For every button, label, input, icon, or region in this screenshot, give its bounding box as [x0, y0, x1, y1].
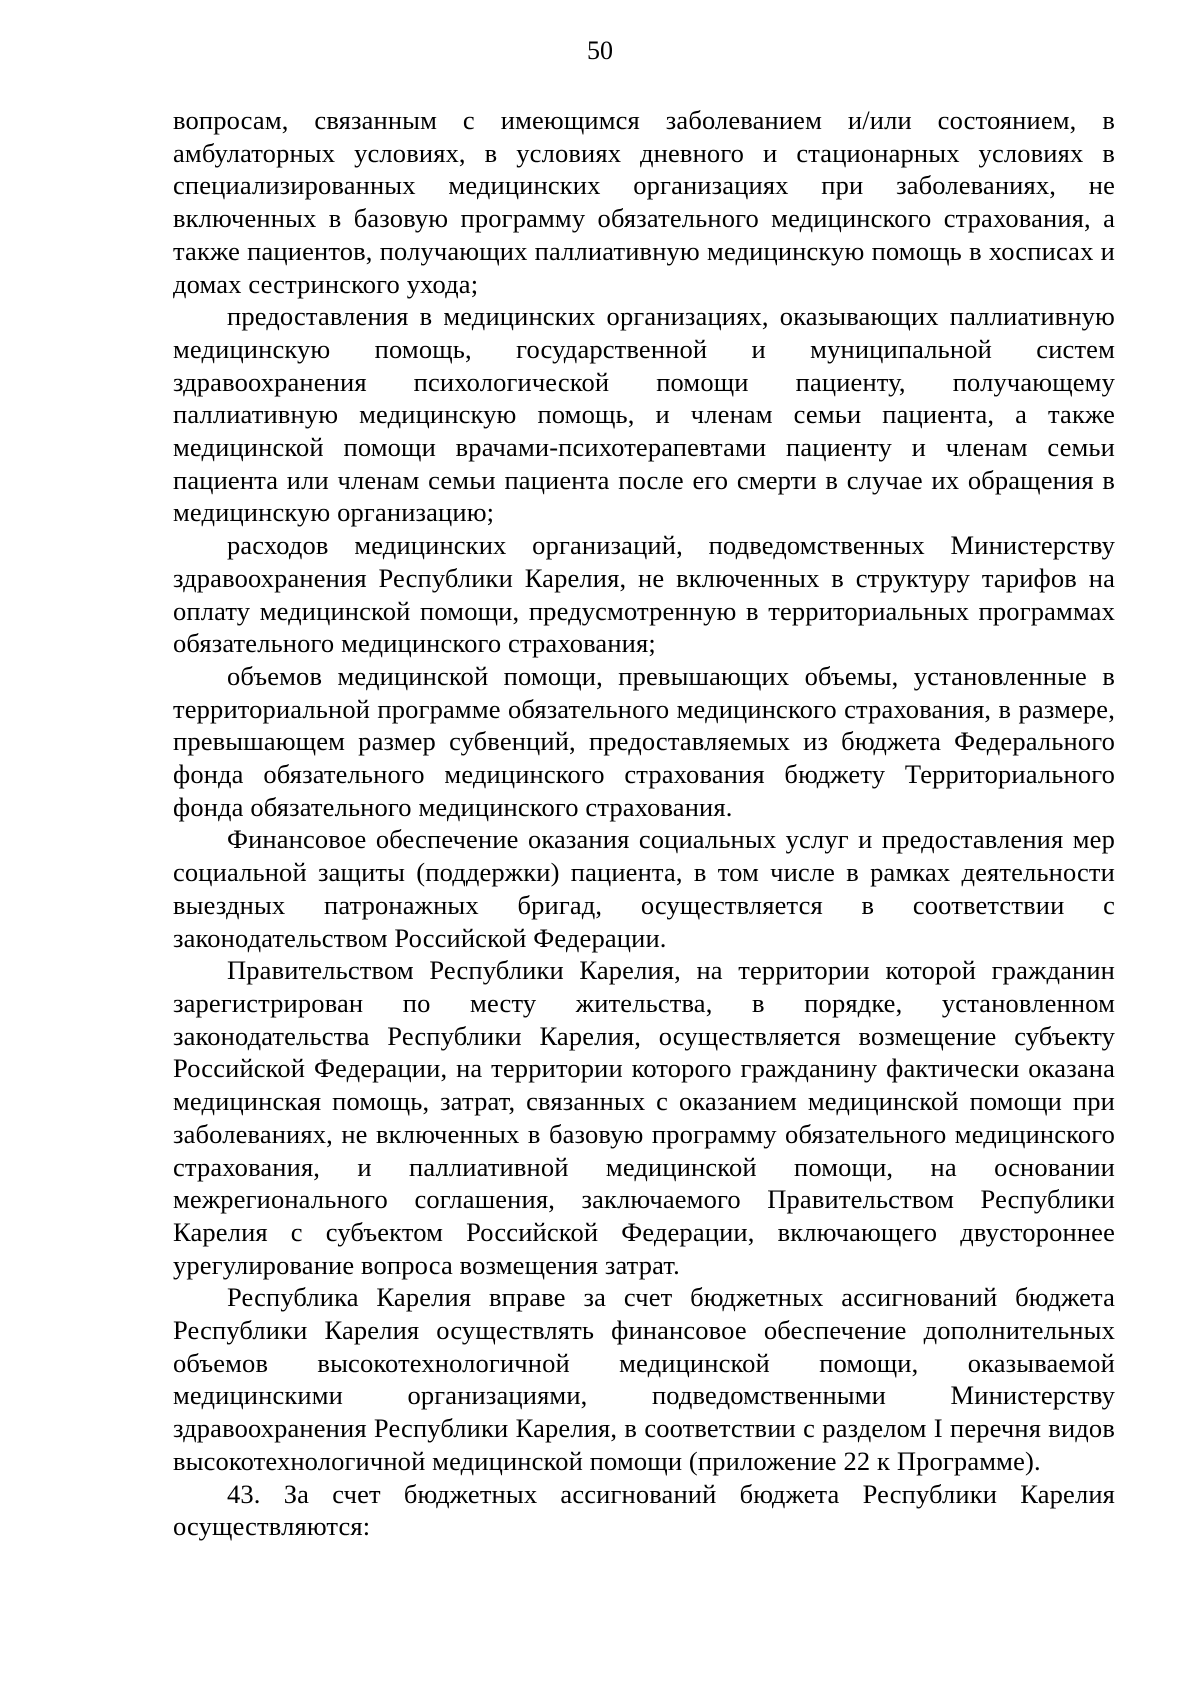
- paragraph: Республика Карелия вправе за счет бюджетных ассигнований бюджета Республики Карелия осуществлять финансовое обеспечение дополнительных объемов высокотехнологичной медицинской помощи, оказываемой медицинскими организациями, подведомственными Министерству здравоохранения Республики Карелия, в соответствии с разделом I перечня видов высокотехнологичной медицинской помощи (приложение 22 к Программе).: [173, 1282, 1115, 1476]
- paragraph: объемов медицинской помощи, превышающих объемы, установленные в территориальной программе обязательного медицинского страхования, в размере, превышающем размер субвенций, предоставляемых из бюджета Федерального фонда обязательного медицинского страхования бюджету Территориального фонда обязательного медицинского страхования.: [173, 660, 1115, 822]
- paragraph: Правительством Республики Карелия, на территории которой гражданин зарегистрирован по месту жительства, в порядке, установленном законодательства Республики Карелия, осуществляется возмещение субъекту Российской Федерации, на территории которого гражданину фактически оказана медицинская помощь, затрат, связанных с оказанием медицинской помощи при заболеваниях, не включенных в базовую программу обязательного медицинского страхования, и паллиативной медицинской помощи, на основании межрегионального соглашения, заключаемого Правительством Республики Карелия с субъектом Российской Федерации, включающего двустороннее урегулирование вопроса возмещения затрат.: [173, 955, 1115, 1280]
- paragraph: Финансовое обеспечение оказания социальных услуг и предоставления мер социальной защиты (поддержки) пациента, в том числе в рамках деятельности выездных патронажных бригад, осуществляется в соответствии с законодательством Российской Федерации.: [173, 824, 1115, 953]
- paragraph: вопросам, связанным с имеющимся заболеванием и/или состоянием, в амбулаторных условиях, в условиях дневного и стационарных условиях в специализированных медицинских организациях при заболеваниях, не включенных в базовую программу обязательного медицинского страхования, а также пациентов, получающих паллиативную медицинскую помощь в хосписах и домах сестринского ухода;: [173, 105, 1115, 299]
- paragraph: 43. За счет бюджетных ассигнований бюджета Республики Карелия осуществляются:: [173, 1478, 1115, 1542]
- document-body: [173, 104, 1115, 1543]
- page-number: 50: [587, 36, 613, 65]
- paragraph: расходов медицинских организаций, подведомственных Министерству здравоохранения Республики Карелия, не включенных в структуру тарифов на оплату медицинской помощи, предусмотренную в территориальных программах обязательного медицинского страхования;: [173, 530, 1115, 659]
- paragraph: предоставления в медицинских организациях, оказывающих паллиативную медицинскую помощь, государственной и муниципальной систем здравоохранения психологической помощи пациенту, получающему паллиативную медицинскую помощь, и членам семьи пациента, а также медицинской помощи врачами-психотерапевтами пациенту и членам семьи пациента или членам семьи пациента после его смерти в случае их обращения в медицинскую организацию;: [173, 301, 1115, 528]
